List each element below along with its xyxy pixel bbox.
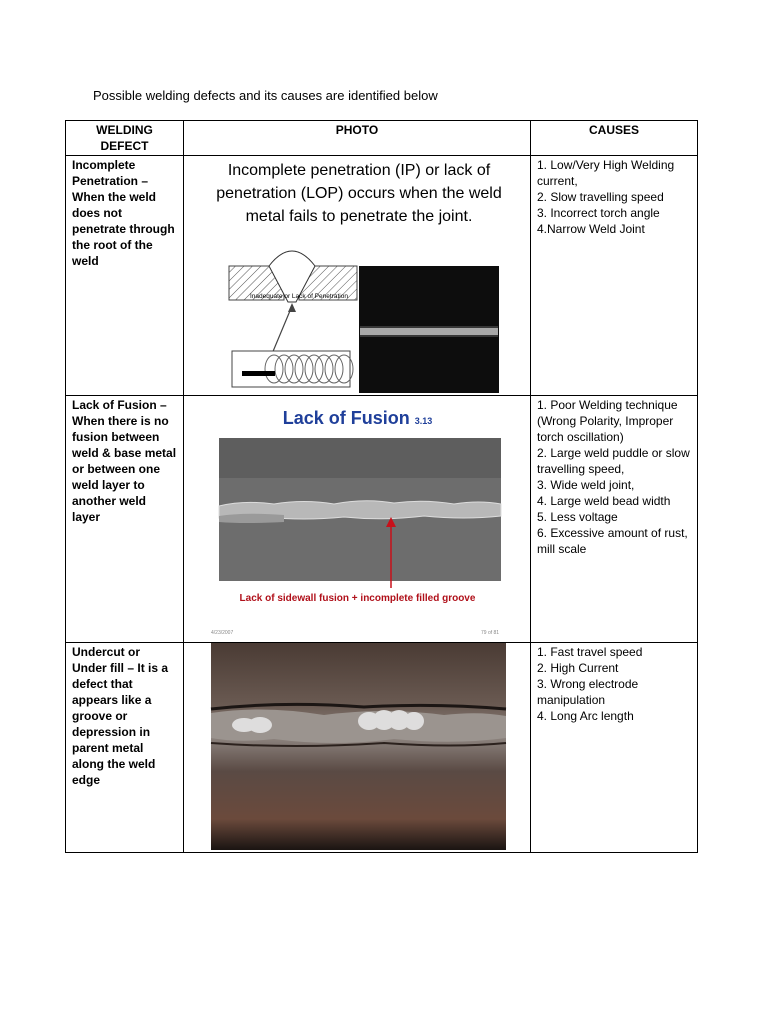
- defect-title: Undercut or Under fill: [72, 645, 141, 675]
- causes-cell: [531, 156, 698, 396]
- cause-item: 4.Narrow Weld Joint: [537, 222, 645, 236]
- undercut-weld-photo: [184, 643, 531, 850]
- causes-cell: [531, 396, 698, 643]
- defect-title: Incomplete Penetration: [72, 158, 139, 188]
- cause-item: 4. Large weld bead width: [537, 494, 671, 508]
- photo-caption: Incomplete penetration (IP) or lack of penetration (LOP) occurs when the weld metal fails to penetrate the joint.: [216, 162, 502, 225]
- diagram-label: Inadequate or Lack of Penetration: [250, 293, 348, 300]
- photo-cell: [184, 643, 531, 853]
- defect-cell: Undercut or Under fill – It is a defect that appears like a groove or depression in parent metal along the weld edge: [66, 643, 184, 853]
- photo-caption: Lack of sidewall fusion + incomplete filled groove: [239, 593, 476, 604]
- defect-description: When the weld does not penetrate through the root of the weld: [72, 190, 175, 268]
- header-photo: PHOTO: [184, 121, 531, 156]
- cause-item: 3. Incorrect torch angle: [537, 206, 660, 220]
- cause-item: 2. High Current: [537, 661, 619, 675]
- header-causes: CAUSES: [531, 121, 698, 156]
- table-header-row: [66, 121, 698, 156]
- header-defect: WELDING DEFECT: [66, 121, 184, 156]
- table-row: [66, 156, 698, 396]
- causes-cell: [531, 643, 698, 853]
- defect-description: It is a defect that appears like a groove or depression in parent metal along the weld edge: [72, 661, 169, 787]
- cause-item: 4. Long Arc length: [537, 709, 634, 723]
- cause-item: 1. Low/Very High Welding current,: [537, 158, 675, 188]
- defect-cell: Incomplete Penetration – When the weld does not penetrate through the root of the weld: [66, 156, 184, 396]
- defect-title: Lack of Fusion: [72, 398, 157, 412]
- cause-item: 1. Poor Welding technique (Wrong Polarity, Improper torch oscillation): [537, 398, 678, 444]
- cause-item: 2. Large weld puddle or slow travelling speed,: [537, 446, 690, 476]
- photo-page: 79 of 81: [481, 630, 500, 636]
- photo-title-ref: 3.13: [414, 416, 433, 426]
- intro-text: Possible welding defects and its causes are identified below: [93, 88, 438, 103]
- table-row: [66, 643, 698, 853]
- cause-item: 5. Less voltage: [537, 510, 618, 524]
- cause-item: 6. Excessive amount of rust, mill scale: [537, 526, 688, 556]
- photo-cell: [184, 156, 531, 396]
- defect-description: When there is no fusion between weld & base metal or between one weld layer to another weld layer: [72, 414, 177, 524]
- incomplete-penetration-photo: [184, 156, 531, 393]
- photo-date: 4/23/2007: [211, 630, 234, 636]
- table-row: [66, 396, 698, 643]
- cause-item: 3. Wrong electrode manipulation: [537, 677, 639, 707]
- defect-cell: Lack of Fusion – When there is no fusion between weld & base metal or between one weld layer to another weld layer: [66, 396, 184, 643]
- cause-item: 3. Wide weld joint,: [537, 478, 635, 492]
- photo-cell: [184, 396, 531, 643]
- photo-title: Lack of Fusion: [282, 408, 410, 428]
- penetration-diagram: [184, 156, 531, 393]
- cause-item: 2. Slow travelling speed: [537, 190, 664, 204]
- lack-of-fusion-photo: [184, 396, 531, 640]
- defects-table: [65, 120, 698, 853]
- cause-item: 1. Fast travel speed: [537, 645, 643, 659]
